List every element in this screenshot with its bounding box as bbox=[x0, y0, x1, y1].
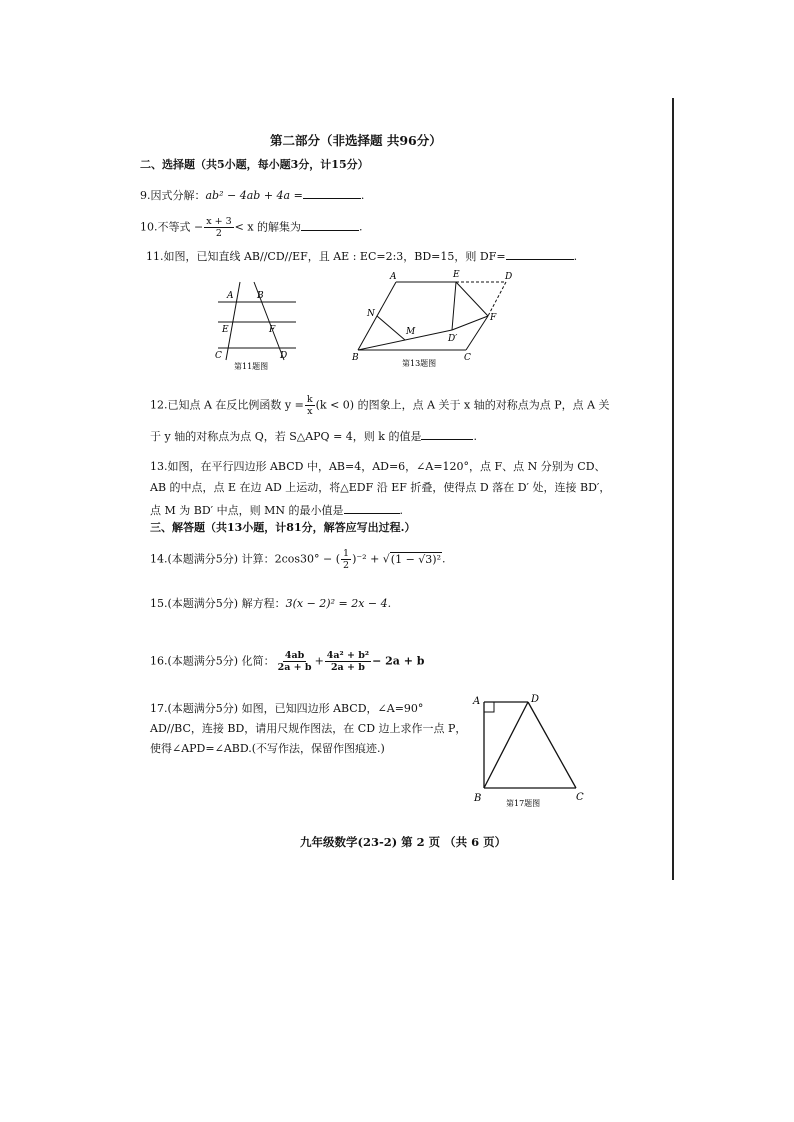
q9-prefix: 9.因式分解： bbox=[140, 189, 206, 202]
q12-end: . bbox=[473, 430, 477, 443]
fig13-label-n: N bbox=[367, 309, 375, 319]
fig11-label-f: F bbox=[269, 325, 276, 335]
q9-expression: ab² − 4ab + 4a = bbox=[205, 189, 303, 202]
question-12-line1 bbox=[150, 394, 610, 417]
fig13-segment-nm bbox=[377, 316, 405, 340]
question-15 bbox=[150, 597, 391, 611]
question-11 bbox=[146, 248, 577, 264]
fig13-label-m: M bbox=[406, 327, 416, 337]
q13-line3-text: 点 M 为 BD′ 中点，则 MN 的最小值是 bbox=[150, 504, 344, 517]
fig11-label-c: C bbox=[215, 351, 222, 361]
fig13-label-e: E bbox=[453, 270, 460, 280]
part-title: 第二部分（非选择题 共96分） bbox=[270, 133, 442, 148]
question-14 bbox=[150, 548, 446, 571]
figure-11 bbox=[208, 280, 308, 372]
q12-prefix: 12.已知点 A 在反比例函数 y = bbox=[150, 398, 304, 412]
q14-half-numerator: 1 bbox=[343, 548, 350, 559]
q10-denominator: 2 bbox=[215, 228, 222, 239]
question-17-line1: 17.(本题满分5分) 如图，已知四边形 ABCD，∠A=90° bbox=[150, 702, 424, 715]
fig17-right-angle-mark bbox=[484, 702, 494, 712]
fig13-label-f: F bbox=[490, 313, 497, 323]
q16-plus: + bbox=[314, 654, 324, 668]
q13-answer-blank bbox=[344, 502, 400, 514]
section3-heading: 三、解答题（共13小题，计81分，解答应写出过程.） bbox=[150, 521, 416, 534]
q10-numerator: x + 3 bbox=[206, 216, 232, 227]
q14-half-fraction bbox=[341, 548, 351, 571]
q12-answer-blank bbox=[421, 428, 473, 440]
q9-answer-blank bbox=[303, 187, 361, 199]
q16-f1-numerator: 4ab bbox=[284, 650, 305, 661]
fig13-label-c: C bbox=[464, 353, 471, 363]
question-13-line3 bbox=[150, 502, 403, 518]
q12-numerator: k bbox=[306, 394, 313, 405]
q16-f2-denominator: 2a + b bbox=[330, 662, 365, 673]
fig17-diagonal-bd bbox=[484, 702, 528, 788]
q14-half-denominator: 2 bbox=[343, 560, 350, 571]
question-10 bbox=[140, 216, 363, 239]
q9-end: . bbox=[360, 189, 365, 202]
fig17-label-c: C bbox=[576, 792, 584, 803]
fig13-label-d-prime: D′ bbox=[448, 334, 458, 344]
q12-suffix: (k < 0) 的图象上，点 A 关于 x 轴的对称点为点 P，点 A 关 bbox=[315, 398, 610, 412]
question-17-line3: 使得∠APD=∠ABD.(不写作法，保留作图痕迹.) bbox=[150, 742, 385, 755]
q16-tail: − 2a + b bbox=[372, 654, 425, 668]
fig13-label-b: B bbox=[352, 353, 359, 363]
page-margin-line bbox=[672, 98, 674, 880]
q16-fraction-1 bbox=[276, 650, 314, 673]
page-footer: 九年级数学(23-2) 第 2 页 （共 6 页） bbox=[300, 835, 507, 849]
fig17-side-dc bbox=[528, 702, 576, 788]
fig13-fold-ef bbox=[456, 282, 488, 316]
q12-line2-text: 于 y 轴的对称点为点 Q，若 S△APQ = 4，则 k 的值是 bbox=[150, 430, 422, 443]
fig11-label-b: B bbox=[257, 291, 264, 301]
q11-text: 11.如图，已知直线 AB//CD//EF，且 AE : EC=2:3，BD=15，则 DF= bbox=[146, 250, 506, 263]
figure-17 bbox=[468, 690, 592, 810]
q16-prefix: 16.(本题满分5分) 化简： bbox=[150, 654, 275, 668]
q10-prefix: 10.不等式 − bbox=[140, 220, 204, 234]
section2-heading: 二、选择题（共5小题，每小题3分，计15分） bbox=[140, 158, 369, 171]
fig17-label-b: B bbox=[474, 793, 482, 804]
fig13-segment-df-dashed bbox=[488, 282, 506, 316]
q14-radicand: (1 − √3)² bbox=[390, 552, 442, 566]
q16-f2-numerator: 4a² + b² bbox=[326, 650, 370, 661]
question-9 bbox=[140, 187, 364, 203]
q13-end: . bbox=[399, 504, 404, 517]
q10-fraction bbox=[204, 216, 233, 239]
q14-power: )⁻² + √ bbox=[352, 552, 390, 566]
q14-prefix: 14.(本题满分5分) 计算： bbox=[150, 552, 275, 566]
q11-answer-blank bbox=[506, 248, 574, 260]
question-17-line2: AD//BC，连接 BD，请用尺规作图法，在 CD 边上求作一点 P， bbox=[150, 722, 467, 735]
q11-end: . bbox=[573, 250, 578, 263]
fig11-label-d: D bbox=[280, 351, 288, 361]
fig13-segment-ed-prime bbox=[452, 282, 456, 330]
q10-end: . bbox=[359, 220, 363, 234]
fig13-caption: 第13题图 bbox=[402, 359, 437, 368]
fig11-label-a: A bbox=[227, 291, 234, 301]
question-16 bbox=[150, 650, 425, 673]
question-13-line1: 13.如图，在平行四边形 ABCD 中，AB=4，AD=6，∠A=120°，点 F、点 N 分别为 CD、 bbox=[150, 460, 606, 473]
q15-prefix: 15.(本题满分5分) 解方程： bbox=[150, 597, 286, 610]
fig17-label-a: A bbox=[473, 696, 481, 707]
q12-denominator: x bbox=[307, 406, 313, 417]
fig11-caption: 第11题图 bbox=[234, 362, 269, 371]
fig17-caption: 第17题图 bbox=[506, 799, 541, 808]
q14-end: . bbox=[442, 552, 446, 566]
question-13-line2: AB 的中点，点 E 在边 AD 上运动，将△EDF 沿 EF 折叠，使得点 D 落在 D′ 处，连接 BD′， bbox=[150, 481, 611, 494]
fig13-label-d: D bbox=[505, 272, 513, 282]
q15-equation: 3(x − 2)² = 2x − 4. bbox=[285, 597, 392, 610]
question-12-line2 bbox=[150, 428, 477, 444]
q16-fraction-2 bbox=[325, 650, 371, 673]
q12-fraction bbox=[305, 394, 315, 417]
fig11-label-e: E bbox=[222, 325, 229, 335]
fig13-segment-fc bbox=[466, 316, 488, 350]
q10-suffix: < x 的解集为 bbox=[234, 220, 302, 234]
fig13-segment-d-prime-f bbox=[452, 316, 488, 330]
q10-answer-blank bbox=[301, 219, 359, 231]
figure-13 bbox=[350, 266, 520, 370]
fig17-label-d: D bbox=[531, 694, 540, 705]
q16-f1-denominator: 2a + b bbox=[277, 662, 312, 673]
fig13-label-a: A bbox=[390, 272, 397, 282]
q14-expression: 2cos30° − ( bbox=[274, 552, 341, 566]
